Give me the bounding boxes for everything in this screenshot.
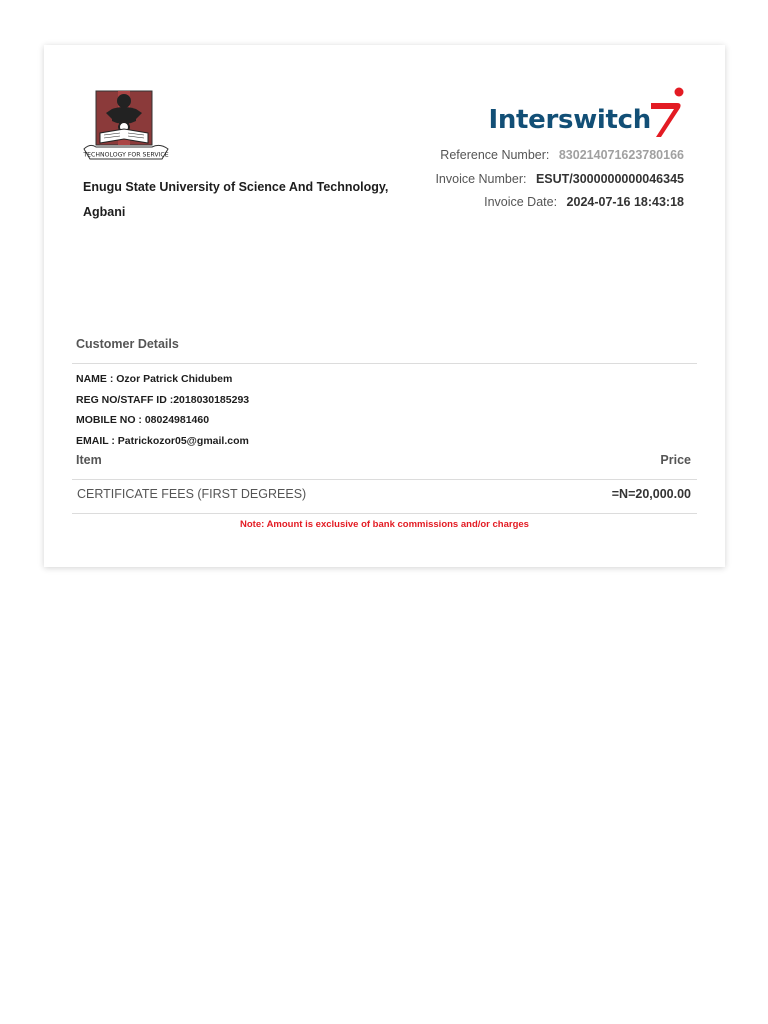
customer-name: NAME : Ozor Patrick Chidubem — [76, 373, 233, 385]
item-price: =N=20,000.00 — [611, 487, 691, 501]
interswitch-logo — [488, 85, 687, 139]
item-column-header: Item — [76, 453, 102, 467]
reference-label: Reference Number: — [440, 148, 550, 162]
brand-name: Interswitch — [488, 105, 651, 135]
institution-name: Enugu State University of Science And Technology, Agbani — [83, 180, 389, 219]
invoice-number-row — [435, 168, 684, 192]
invoice-card — [44, 45, 725, 567]
customer-details — [76, 369, 249, 451]
invoice-number-value: ESUT/3000000000046345 — [535, 171, 684, 186]
invoice-meta — [435, 144, 684, 215]
invoice-date-label: Invoice Date: — [484, 195, 558, 209]
divider — [72, 363, 697, 364]
invoice-date-value: 2024-07-16 18:43:18 — [566, 195, 684, 209]
svg-text:TECHNOLOGY FOR SERVICE: TECHNOLOGY FOR SERVICE — [83, 151, 169, 159]
divider — [72, 513, 697, 514]
interswitch-mark-icon — [649, 85, 687, 139]
charges-note: Note: Amount is exclusive of bank commissions and/or charges — [240, 519, 529, 530]
divider — [72, 479, 697, 480]
customer-reg-no: REG NO/STAFF ID :2018030185293 — [76, 393, 250, 406]
item-description: CERTIFICATE FEES (FIRST DEGREES) — [77, 487, 307, 501]
invoice-date-row — [435, 191, 684, 215]
reference-value: 830214071623780166 — [558, 148, 684, 162]
reference-row — [435, 144, 684, 168]
customer-email: EMAIL : Patrickozor05@gmail.com — [76, 434, 249, 447]
university-logo — [82, 83, 170, 171]
price-column-header: Price — [660, 453, 691, 467]
invoice-number-label: Invoice Number: — [435, 171, 527, 186]
customer-mobile: MOBILE NO : 08024981460 — [76, 414, 210, 426]
customer-details-heading: Customer Details — [76, 337, 179, 351]
